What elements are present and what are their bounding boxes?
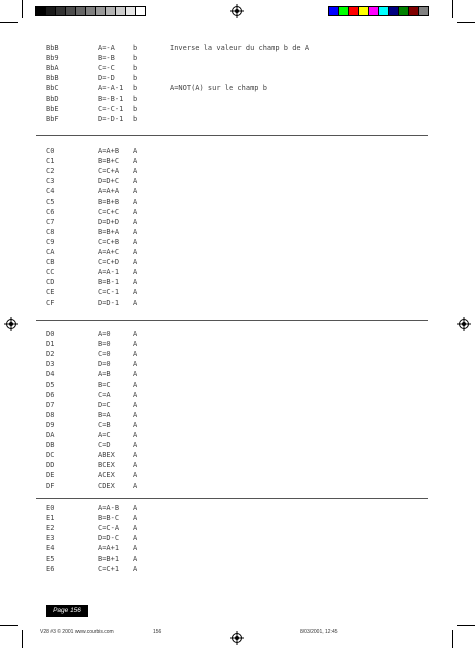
opcode-row [0,349,475,359]
opcode-field: A [133,524,138,533]
opcode-row [0,43,475,53]
opcode-field: A [133,288,138,297]
opcode-opcode: BbB [46,44,59,52]
opcode-field: A [133,147,138,155]
opcode-field: b [133,44,138,52]
opcode-opcode: DB [46,441,55,450]
opcode-row [0,73,475,83]
crop-mark [22,0,23,18]
opcode-opcode: D0 [46,330,55,338]
opcode-field: A [133,514,138,523]
opcode-operation: B=B-C [98,514,120,523]
crop-mark [457,22,475,23]
opcode-opcode: BbD [46,94,59,103]
opcode-opcode: DD [46,461,55,470]
opcode-field: A [133,360,138,369]
opcode-row [0,400,475,410]
opcode-opcode: CD [46,278,55,287]
opcode-opcode: DE [46,471,55,480]
opcode-row [0,227,475,237]
opcode-operation: D=-D-1 [98,114,124,123]
opcode-operation: C=C+B [98,237,120,246]
opcode-row [0,257,475,267]
crop-mark [452,0,453,18]
opcode-field: A [133,207,138,216]
opcode-row [0,104,475,114]
opcode-opcode: C4 [46,187,55,196]
opcode-row [0,470,475,480]
opcode-row [0,186,475,196]
opcode-operation: C=C-A [98,524,120,533]
opcode-operation: A=-A [98,44,115,52]
opcode-operation: A=A+1 [98,544,120,553]
opcode-field: b [133,54,138,63]
opcode-opcode: BbA [46,64,59,73]
opcode-opcode: BbF [46,114,59,123]
opcode-operation: C=0 [98,350,111,359]
footer-timestamp: 8/03/2001, 12:45 [300,629,338,635]
opcode-row [0,237,475,247]
opcode-opcode: D1 [46,340,55,349]
opcode-operation: CDEX [98,481,115,490]
footer-page-number: 156 [153,629,162,635]
opcode-row [0,564,475,574]
opcode-opcode: CE [46,288,55,297]
opcode-opcode: D9 [46,420,55,429]
opcode-field: A [133,461,138,470]
opcode-opcode: D2 [46,350,55,359]
footer-credit: V28 #3 © 2001 www.courbis.com [40,629,114,635]
opcode-row [0,450,475,460]
opcode-field: b [133,64,138,73]
opcode-field: b [133,104,138,113]
opcode-opcode: CF [46,298,55,307]
opcode-row [0,390,475,400]
opcode-field: A [133,350,138,359]
opcode-operation: D=-D [98,74,115,83]
opcode-operation: B=B+B [98,197,120,206]
opcode-operation: A=C [98,431,111,439]
opcode-row [0,83,475,93]
opcode-row [0,440,475,450]
opcode-opcode: E6 [46,564,55,573]
opcode-opcode: E1 [46,514,55,523]
opcode-row [0,359,475,369]
opcode-operation: C=C+1 [98,564,120,573]
crop-mark [452,630,453,648]
opcode-field: A [133,534,138,543]
registration-mark-icon [230,4,244,18]
opcode-row [0,380,475,390]
opcode-row [0,287,475,297]
opcode-field: A [133,330,138,338]
opcode-operation: C=B [98,420,111,429]
opcode-row [0,267,475,277]
opcode-operation: D=D-C [98,534,120,543]
opcode-opcode: D5 [46,380,55,389]
opcode-operation: B=B-1 [98,278,120,287]
opcode-opcode: C9 [46,237,55,246]
opcode-row [0,207,475,217]
opcode-operation: C=-C-1 [98,104,124,113]
opcode-operation: C=-C [98,64,115,73]
opcode-field: A [133,258,138,267]
opcode-field: A [133,554,138,563]
opcode-field: A [133,278,138,287]
opcode-field: A [133,400,138,409]
opcode-operation: B=B+1 [98,554,120,563]
opcode-field: A [133,380,138,389]
opcode-operation: ABEX [98,451,115,460]
opcode-operation: C=C+D [98,258,120,267]
opcode-field: A [133,370,138,379]
opcode-row [0,513,475,523]
opcode-opcode: CB [46,258,55,267]
opcode-field: b [133,114,138,123]
opcode-operation: D=C [98,400,111,409]
opcode-row [0,554,475,564]
opcode-field: A [133,451,138,460]
opcode-operation: D=D+D [98,217,120,226]
opcode-field: A [133,227,138,236]
opcode-row [0,460,475,470]
opcode-row [0,533,475,543]
opcode-opcode: BbB [46,74,59,83]
opcode-opcode: DC [46,451,55,460]
opcode-operation: C=C+A [98,167,120,176]
opcode-operation: B=0 [98,340,111,349]
opcode-row [0,247,475,257]
opcode-operation: A=A-B [98,504,120,512]
opcode-operation: B=-B-1 [98,94,124,103]
opcode-field: A [133,197,138,206]
opcode-field: A [133,481,138,490]
color-swatch [418,6,429,16]
opcode-field: A [133,420,138,429]
opcode-opcode: BbC [46,84,59,93]
opcode-opcode: D4 [46,370,55,379]
opcode-row [0,277,475,287]
opcode-row [0,523,475,533]
opcode-row [0,298,475,308]
opcode-opcode: CC [46,268,55,277]
crop-mark [457,625,475,626]
opcode-field: A [133,544,138,553]
opcode-row [0,481,475,491]
opcode-opcode: E2 [46,524,55,533]
opcode-field: b [133,94,138,103]
opcode-opcode: D6 [46,390,55,399]
opcode-row [0,114,475,124]
opcode-opcode: C5 [46,197,55,206]
opcode-row [0,63,475,73]
opcode-field: A [133,187,138,196]
opcode-row [0,146,475,156]
opcode-operation: B=C [98,380,111,389]
opcode-field: A [133,217,138,226]
opcode-operation: B=A [98,410,111,419]
opcode-row [0,156,475,166]
opcode-row [0,430,475,440]
grey-swatch [135,6,146,16]
crop-mark [0,625,18,626]
opcode-operation: ACEX [98,471,115,480]
opcode-field: A [133,268,138,277]
opcode-operation: B=B+C [98,157,120,166]
opcode-row [0,166,475,176]
opcode-opcode: C8 [46,227,55,236]
opcode-opcode: D7 [46,400,55,409]
opcode-opcode: C3 [46,177,55,186]
opcode-operation: C=C+C [98,207,120,216]
opcode-opcode: C6 [46,207,55,216]
opcode-operation: B=-B [98,54,115,63]
opcode-field: A [133,177,138,186]
opcode-field: A [133,340,138,349]
opcode-row [0,420,475,430]
opcode-row [0,94,475,104]
opcode-operation: A=-A-1 [98,84,124,93]
color-calibration-bar [329,6,429,16]
opcode-opcode: DF [46,481,55,490]
opcode-row [0,53,475,63]
page-number-label: Page 156 [46,605,88,617]
opcode-operation: A=0 [98,330,111,338]
opcode-operation: A=A-1 [98,268,120,277]
opcode-opcode: Bb9 [46,54,59,63]
opcode-opcode: CA [46,248,55,256]
opcode-row [0,176,475,186]
opcode-opcode: DA [46,431,55,439]
opcode-opcode: D8 [46,410,55,419]
opcode-operation: D=D-1 [98,298,120,307]
opcode-opcode: E0 [46,504,55,512]
crop-mark [22,630,23,648]
opcode-operation: A=A+B [98,147,120,155]
crop-mark [0,22,18,23]
opcode-field: A [133,390,138,399]
opcode-operation: C=C-1 [98,288,120,297]
opcode-field: A [133,504,138,512]
opcode-field: A [133,471,138,480]
opcode-row [0,410,475,420]
opcode-row [0,329,475,339]
opcode-row [0,369,475,379]
opcode-field: A [133,298,138,307]
opcode-field: A [133,157,138,166]
opcode-field: A [133,564,138,573]
opcode-operation: A=B [98,370,111,379]
grey-calibration-bar [36,6,146,16]
registration-mark-icon [230,631,244,645]
opcode-opcode: BbE [46,104,59,113]
opcode-row [0,339,475,349]
opcode-operation: BCEX [98,461,115,470]
opcode-row [0,503,475,513]
opcode-operation: A=A+A [98,187,120,196]
opcode-operation: A=A+C [98,248,120,256]
opcode-field: b [133,74,138,83]
opcode-operation: C=D [98,441,111,450]
opcode-operation: B=B+A [98,227,120,236]
opcode-opcode: D3 [46,360,55,369]
section-divider [36,320,428,321]
opcode-opcode: E4 [46,544,55,553]
opcode-opcode: C1 [46,157,55,166]
opcode-field: A [133,167,138,176]
opcode-operation: D=D+C [98,177,120,186]
opcode-operation: C=A [98,390,111,399]
opcode-field: A [133,431,138,439]
opcode-opcode: C7 [46,217,55,226]
opcode-opcode: E5 [46,554,55,563]
opcode-description: A=NOT(A) sur le champ b [170,84,267,93]
opcode-field: A [133,248,138,256]
opcode-opcode: C2 [46,167,55,176]
section-divider [36,498,428,499]
opcode-row [0,217,475,227]
opcode-row [0,543,475,553]
opcode-description: Inverse la valeur du champ b de A [170,44,310,52]
opcode-field: A [133,410,138,419]
opcode-operation: D=0 [98,360,111,369]
opcode-field: b [133,84,138,93]
opcode-row [0,197,475,207]
opcode-field: A [133,237,138,246]
opcode-field: A [133,441,138,450]
opcode-opcode: C0 [46,147,55,155]
opcode-opcode: E3 [46,534,55,543]
section-divider [36,135,428,136]
